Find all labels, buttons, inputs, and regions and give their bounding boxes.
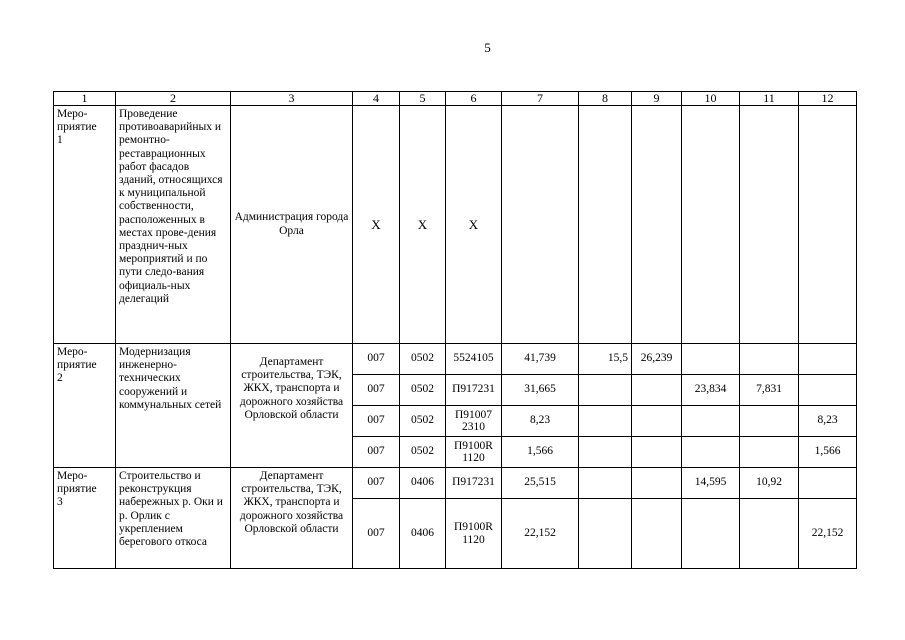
measure-3-description: Строительство и реконструкция набережных р. Оки и р. Орлик с укреплением берегового откоса <box>116 468 231 569</box>
measure-1-col7 <box>502 106 579 344</box>
measure-3-r1-col6: П917231 <box>446 468 502 499</box>
measure-3-r1-col10: 14,595 <box>682 468 740 499</box>
measure-2-r3-col6: П91007 2310 <box>446 406 502 437</box>
measure-2-r2-col10: 23,834 <box>682 375 740 406</box>
measure-2-r3-col12: 8,23 <box>799 406 857 437</box>
measure-1-col9 <box>632 106 682 344</box>
measure-2-r3-col9 <box>632 406 682 437</box>
measure-3-r2-col8 <box>579 499 632 569</box>
measure-3-r2-col7: 22,152 <box>502 499 579 569</box>
header-cell-4: 4 <box>353 92 400 106</box>
measure-2-r1-col10 <box>682 344 740 375</box>
measure-3-r2-col4: 007 <box>353 499 400 569</box>
measure-2-r3-col8 <box>579 406 632 437</box>
measure-3-r2-col11 <box>740 499 799 569</box>
measure-3-r1-col9 <box>632 468 682 499</box>
measure-3-name: Меро- приятие 3 <box>54 468 116 569</box>
measure-2-r3-col7: 8,23 <box>502 406 579 437</box>
measure-1-description: Проведение противоаварийных и ремонтно-реставрационных работ фасадов зданий, относящихся к муниципальной собственности, расположенных в местах прове-дения празднич-ных мероприятий и по пути следо-вания официаль-ных делегаций <box>116 106 231 344</box>
measure-2-r4-col12: 1,566 <box>799 437 857 468</box>
header-cell-6: 6 <box>446 92 502 106</box>
measure-1-col10 <box>682 106 740 344</box>
measure-3-executor: Департамент строительства, ТЭК, ЖКХ, транспорта и дорожного хозяйства Орловской области <box>231 468 353 569</box>
measure-2-r4-col8 <box>579 437 632 468</box>
measure-1-col11 <box>740 106 799 344</box>
measure-2-r4-col7: 1,566 <box>502 437 579 468</box>
measure-2-r4-col10 <box>682 437 740 468</box>
measure-1-executor: Администрация города Орла <box>231 106 353 344</box>
measure-2-executor: Департамент строительства, ТЭК, ЖКХ, транспорта и дорожного хозяйства Орловской области <box>231 344 353 468</box>
header-cell-12: 12 <box>799 92 857 106</box>
page-number: 5 <box>484 40 491 55</box>
measure-2-r1-col12 <box>799 344 857 375</box>
measure-2-r4-col9 <box>632 437 682 468</box>
header-cell-1: 1 <box>54 92 116 106</box>
measure-2-r2-col9 <box>632 375 682 406</box>
measure-2-r1-col7: 41,739 <box>502 344 579 375</box>
measure-3-r2-col6: П9100R 1120 <box>446 499 502 569</box>
measure-2-r4-col4: 007 <box>353 437 400 468</box>
measure-3-r2-col5: 0406 <box>400 499 446 569</box>
measure-1-col12 <box>799 106 857 344</box>
header-cell-9: 9 <box>632 92 682 106</box>
measure-2-r1-col6: 5524105 <box>446 344 502 375</box>
measure-2-r4-col5: 0502 <box>400 437 446 468</box>
measure-2-r2-col11: 7,831 <box>740 375 799 406</box>
measure-3-r1-col8 <box>579 468 632 499</box>
measure-2-description: Модернизация инженерно-технических сооружений и коммунальных сетей <box>116 344 231 468</box>
measure-2-r4-col11 <box>740 437 799 468</box>
measure-2-r1-col5: 0502 <box>400 344 446 375</box>
header-cell-8: 8 <box>579 92 632 106</box>
header-cell-11: 11 <box>740 92 799 106</box>
measure-2-r1-col11 <box>740 344 799 375</box>
measure-3-row-1 <box>54 468 857 499</box>
measure-2-r1-col9: 26,239 <box>632 344 682 375</box>
measure-3-r1-col11: 10,92 <box>740 468 799 499</box>
measure-2-r2-col8 <box>579 375 632 406</box>
measure-2-r3-col5: 0502 <box>400 406 446 437</box>
header-row <box>54 92 857 106</box>
measure-3-r1-col12 <box>799 468 857 499</box>
measure-1-col5: Х <box>400 106 446 344</box>
measure-3-r2-col9 <box>632 499 682 569</box>
measures-table <box>53 91 857 569</box>
header-cell-2: 2 <box>116 92 231 106</box>
measure-2-r2-col6: П917231 <box>446 375 502 406</box>
header-cell-3: 3 <box>231 92 353 106</box>
measure-2-r3-col10 <box>682 406 740 437</box>
measure-2-r2-col5: 0502 <box>400 375 446 406</box>
header-cell-5: 5 <box>400 92 446 106</box>
measure-2-r2-col12 <box>799 375 857 406</box>
measure-1-col8 <box>579 106 632 344</box>
measure-1-name: Меро- приятие 1 <box>54 106 116 344</box>
measure-2-r2-col4: 007 <box>353 375 400 406</box>
measure-2-name: Меро- приятие 2 <box>54 344 116 468</box>
measure-1-col6: Х <box>446 106 502 344</box>
measure-3-r2-col10 <box>682 499 740 569</box>
measure-2-r4-col6: П9100R 1120 <box>446 437 502 468</box>
header-cell-7: 7 <box>502 92 579 106</box>
measure-2-r2-col7: 31,665 <box>502 375 579 406</box>
measure-2-row-1 <box>54 344 857 375</box>
measure-1-row <box>54 106 857 344</box>
measure-2-r3-col4: 007 <box>353 406 400 437</box>
header-cell-10: 10 <box>682 92 740 106</box>
measure-3-r1-col5: 0406 <box>400 468 446 499</box>
measure-3-r1-col7: 25,515 <box>502 468 579 499</box>
measure-3-r2-col12: 22,152 <box>799 499 857 569</box>
measure-2-r3-col11 <box>740 406 799 437</box>
measure-2-r1-col4: 007 <box>353 344 400 375</box>
measure-1-col4: Х <box>353 106 400 344</box>
measure-3-r1-col4: 007 <box>353 468 400 499</box>
measure-2-r1-col8: 15,5 <box>579 344 632 375</box>
